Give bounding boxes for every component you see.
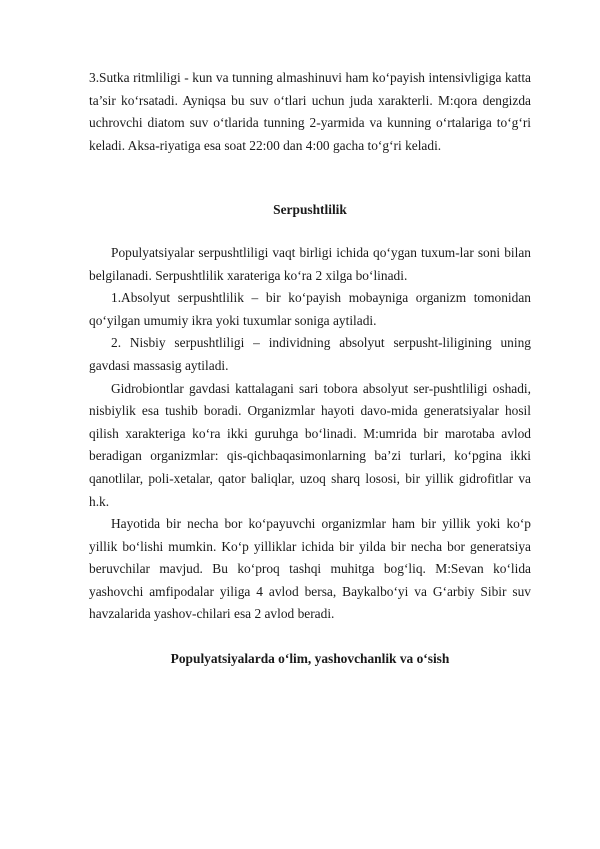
paragraph-absolyut-serpushtlilik: 1.Absolyut serpushtlilik – bir ko‘payish mobayniga organizm tomonidan qo‘yilgan umumiy ikra yoki tuxumlar soniga aytiladi. <box>89 290 531 328</box>
paragraph-gidrobiontlar: Gidrobiontlar gavdasi kattalagani sari tobora absolyut ser-pushtliligi oshadi, nisbiylik esa tushib boradi. Organizmlar hayoti davo-mida generatsiyalar hosil qilish xarakteriga ko‘ra ikki guruhga bo‘linadi. M:umrida bir marotaba avlod beradigan organizmlar: qis-qichbaqasimonlarning ba’zi turlari, ko‘pgina ikki qanotlilar, poli-xetalar, qator baliqlar, uzoq sharq lososi, bir yillik gidrofitlar va h.k. <box>89 380 531 509</box>
paragraph-sutka-ritmliligi: 3.Sutka ritmliligi - kun va tunning almashinuvi ham ko‘payish intensivligiga katta ta’sir ko‘rsatadi. Ayniqsa bu suv o‘tlari uchun juda xarakterli. M:qora dengizda uchrovchi diatom suv o‘tlarida tunning 2-yarmida va kunning o‘rtalariga to‘g‘ri keladi. Aksa-riyatiga esa soat 22:00 dan 4:00 gacha to‘g‘ri keladi. <box>89 70 531 153</box>
spacer <box>89 626 531 648</box>
document-body <box>89 67 531 671</box>
paragraph-hayotida: Hayotida bir necha bor ko‘payuvchi organizmlar ham bir yillik yoki ko‘p yillik bo‘lishi mumkin. Ko‘p yilliklar ichida bir yilda bir necha bor generatsiya beruvchilar mavjud. Bu ko‘proq tashqi muhitga bog‘liq. M:Sevan ko‘lida yashovchi amfipodalar yiliga 4 avlod bersa, Baykalbo‘yi va G‘arbiy Sibir suv havzalarida yashov-chilari esa 2 avlod beradi. <box>89 516 531 622</box>
spacer <box>89 157 531 199</box>
section-heading-olim-yashovchanlik: Populyatsiyalarda o‘lim, yashovchanlik va o‘sish <box>170 651 450 667</box>
spacer <box>89 222 531 242</box>
paragraph-nisbiy-serpushtlilik: 2. Nisbiy serpushtliligi – individning absolyut serpusht-liligining uning gavdasi massasig aytiladi. <box>89 335 531 373</box>
section-heading-serpushtlilik: Serpushtlilik <box>273 202 347 218</box>
paragraph-serpushtlilik-intro: Populyatsiyalar serpushtliligi vaqt birligi ichida qo‘ygan tuxum-lar soni bilan belgilanadi. Serpushtlilik xarateriga ko‘ra 2 xilga bo‘linadi. <box>89 244 531 283</box>
